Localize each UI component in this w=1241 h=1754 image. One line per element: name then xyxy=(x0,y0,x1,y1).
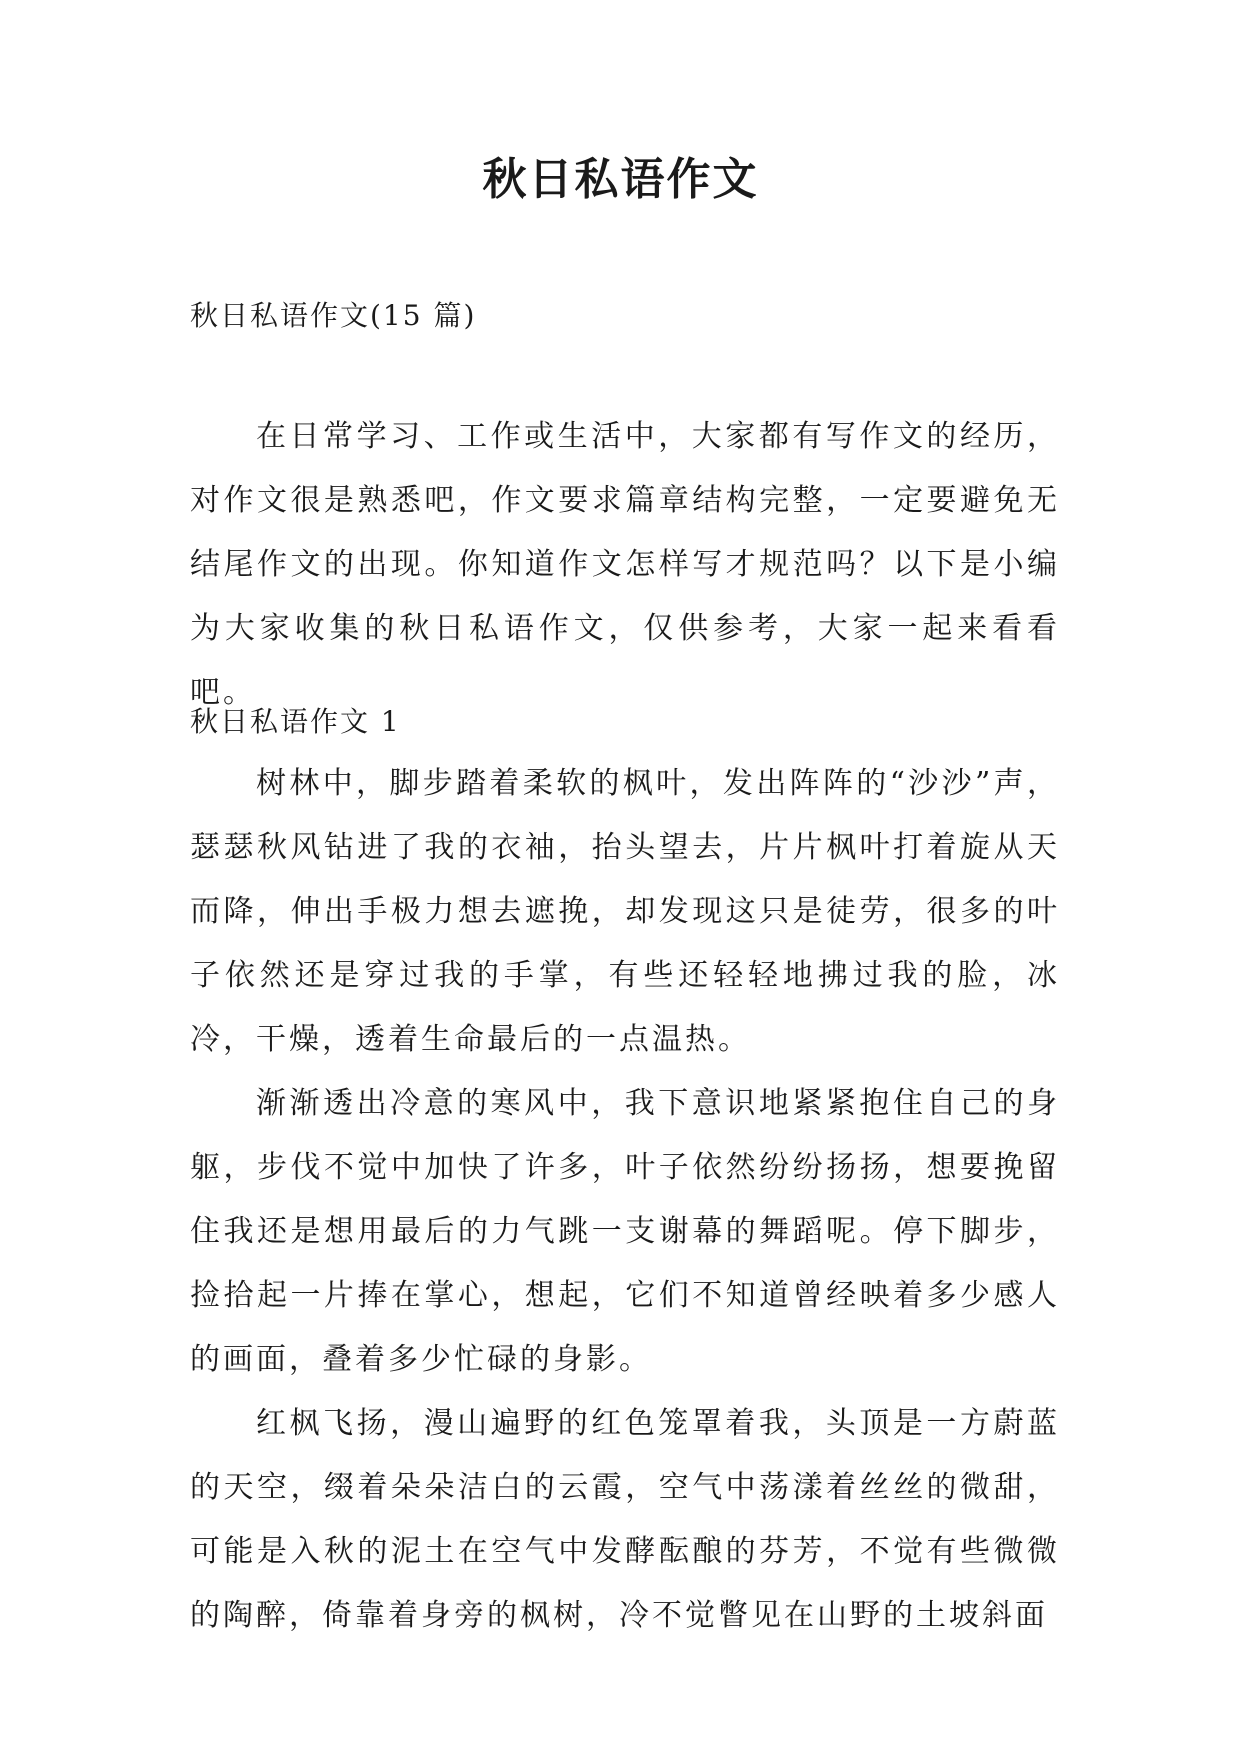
document-subtitle: 秋日私语作文(15 篇) xyxy=(190,299,477,332)
essay-body xyxy=(190,752,1060,1648)
essay-paragraph-2: 渐渐透出冷意的寒风中，我下意识地紧紧抱住自己的身躯，步伐不觉中加快了许多，叶子依然纷纷扬扬，想要挽留住我还是想用最后的力气跳一支谢幕的舞蹈呢。停下脚步，捡拾起一片捧在掌心，想起，它们不知道曾经映着多少感人的画面，叠着多少忙碌的身影。 xyxy=(190,1086,1060,1377)
section-heading: 秋日私语作文 1 xyxy=(190,705,401,738)
intro-paragraph: 在日常学习、工作或生活中，大家都有写作文的经历，对作文很是熟悉吧，作文要求篇章结构完整，一定要避免无结尾作文的出现。你知道作文怎样写才规范吗？以下是小编为大家收集的秋日私语作文，仅供参考，大家一起来看看吧。 xyxy=(190,419,1060,710)
essay-paragraph-3: 红枫飞扬，漫山遍野的红色笼罩着我，头顶是一方蔚蓝的天空，缀着朵朵洁白的云霞，空气中荡漾着丝丝的微甜，可能是入秋的泥土在空气中发酵酝酿的芬芳，不觉有些微微的陶醉，倚靠着身旁的枫树，冷不觉瞥见在山野的土坡斜面 xyxy=(190,1406,1060,1633)
essay-paragraph-1: 树林中，脚步踏着柔软的枫叶，发出阵阵的“沙沙”声，瑟瑟秋风钻进了我的衣袖，抬头望去，片片枫叶打着旋从天而降，伸出手极力想去遮挽，却发现这只是徒劳，很多的叶子依然还是穿过我的手掌，有些还轻轻地拂过我的脸，冰冷，干燥，透着生命最后的一点温热。 xyxy=(190,766,1060,1057)
document-title: 秋日私语作文 xyxy=(482,154,759,205)
